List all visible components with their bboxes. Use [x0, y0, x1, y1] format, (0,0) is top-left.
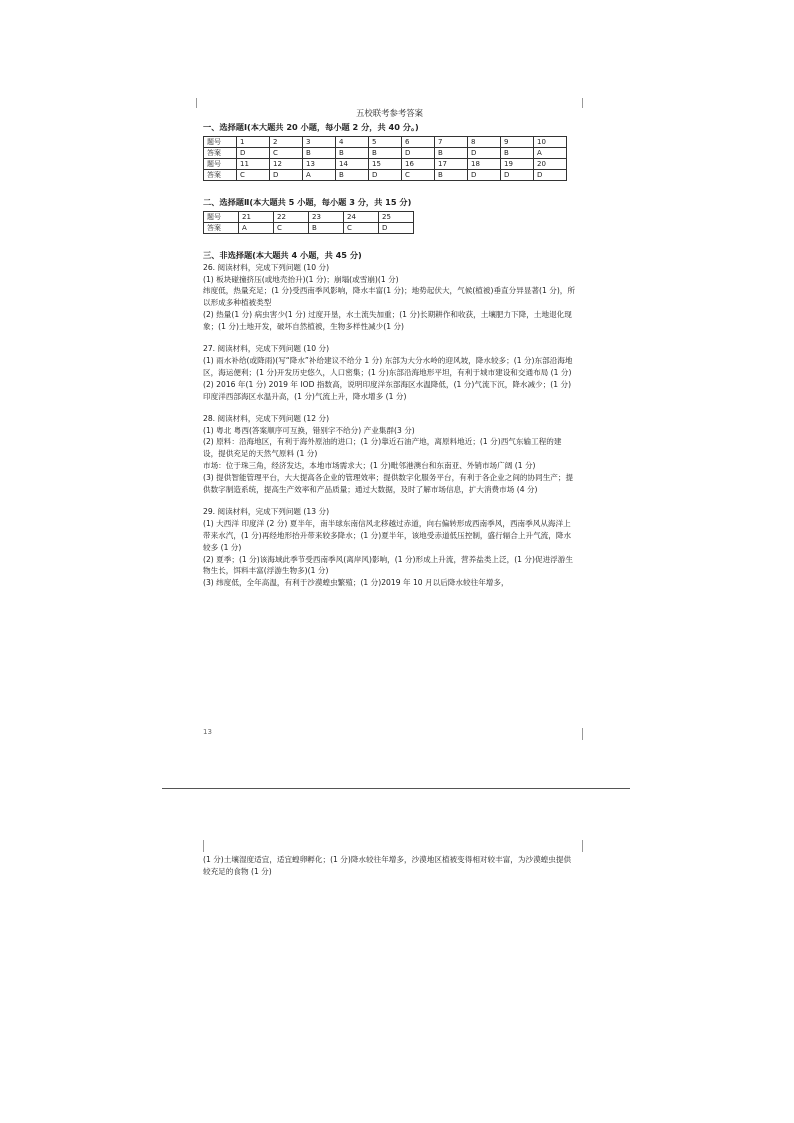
- table-cell: D: [270, 169, 303, 180]
- table-cell: 9: [501, 136, 534, 147]
- table-cell: D: [534, 169, 567, 180]
- page-divider: [162, 788, 630, 789]
- section2-answer-table: [203, 211, 414, 234]
- table-cell: C: [274, 222, 309, 233]
- section1-answer-table: [203, 136, 567, 181]
- q29-line: 29. 阅读材料，完成下列问题 (13 分): [203, 506, 330, 516]
- q26-line: (1) 板块碰撞挤压(或地壳抬升)(1 分)；崩塌(或雪崩)(1 分): [203, 274, 399, 284]
- table-cell: 7: [435, 136, 468, 147]
- table-cell: A: [534, 147, 567, 158]
- table-cell: 答案: [204, 222, 239, 233]
- table-cell: B: [435, 147, 468, 158]
- q29-continued-line: (1 分)土壤湿度适宜，适宜蝗卵孵化；(1 分)降水较往年增多，沙漠地区植被变得相对较丰富，为沙漠蝗虫提供较充足的食物 (1 分): [203, 855, 572, 876]
- table-cell: 20: [534, 158, 567, 169]
- table-cell: B: [336, 169, 369, 180]
- q28-line: 28. 阅读材料，完成下列问题 (12 分): [203, 413, 330, 423]
- table-cell: 10: [534, 136, 567, 147]
- table-cell: 25: [379, 211, 414, 222]
- table-cell: D: [501, 169, 534, 180]
- document-title: 五校联考参考答案: [356, 108, 423, 118]
- table-cell: 题号: [204, 211, 239, 222]
- table-cell: 11: [237, 158, 270, 169]
- table-cell: 答案: [204, 147, 237, 158]
- table-cell: C: [402, 169, 435, 180]
- table-cell: D: [468, 169, 501, 180]
- section1-heading: 一、选择题Ⅰ(本大题共 20 小题，每小题 2 分，共 40 分。): [203, 121, 419, 132]
- table-cell: B: [309, 222, 344, 233]
- table-cell: 1: [237, 136, 270, 147]
- table-row: [204, 158, 567, 169]
- table-cell: 3: [303, 136, 336, 147]
- table-cell: 16: [402, 158, 435, 169]
- answer-sheet-page-2: [203, 854, 576, 878]
- answer-sheet-page-1: [203, 108, 576, 589]
- table-cell: 4: [336, 136, 369, 147]
- crop-mark-top-right-2: [572, 840, 583, 852]
- crop-mark-top-right: [572, 98, 583, 108]
- section2-heading: 二、选择题Ⅱ(本大题共 5 小题，每小题 3 分，共 15 分): [203, 196, 412, 207]
- table-cell: D: [237, 147, 270, 158]
- table-cell: 21: [239, 211, 274, 222]
- table-row: [204, 169, 567, 180]
- table-cell: 23: [309, 211, 344, 222]
- table-cell: 17: [435, 158, 468, 169]
- q27-line: (2) 2016 年(1 分) 2019 年 IOD 指数高，说明印度洋东部海区水温降低，(1 分)气流下沉，降水减少；(1 分)印度洋西部海区水温升高，(1 分)气流上升，降水增多 (1 分): [203, 379, 572, 401]
- table-cell: 13: [303, 158, 336, 169]
- table-cell: 15: [369, 158, 402, 169]
- table-row: [204, 147, 567, 158]
- table-cell: 12: [270, 158, 303, 169]
- table-cell: A: [239, 222, 274, 233]
- table-row: [204, 136, 567, 147]
- table-cell: 24: [344, 211, 379, 222]
- table-cell: 18: [468, 158, 501, 169]
- table-cell: 6: [402, 136, 435, 147]
- table-cell: 题号: [204, 136, 237, 147]
- table-row: [204, 222, 414, 233]
- crop-mark-bottom-right: [572, 728, 583, 740]
- section3-heading: 三、非选择题(本大题共 4 小题，共 45 分): [203, 249, 362, 260]
- table-cell: B: [303, 147, 336, 158]
- table-cell: 19: [501, 158, 534, 169]
- q28-line: 市场：位于珠三角，经济发达，本地市场需求大；(1 分)毗邻港澳台和东南亚、外销市场广阔 (1 分): [203, 461, 536, 471]
- table-cell: 2: [270, 136, 303, 147]
- table-cell: C: [344, 222, 379, 233]
- table-cell: B: [369, 147, 402, 158]
- table-cell: D: [379, 222, 414, 233]
- table-cell: 答案: [204, 169, 237, 180]
- question-26: [203, 262, 576, 333]
- q27-line: 27. 阅读材料，完成下列问题 (10 分): [203, 344, 330, 354]
- q29-line: (2) 夏季；(1 分)该海域此季节受西南季风(离岸风)影响，(1 分)形成上升流，营养盐类上泛，(1 分)促进浮游生物生长，饵料丰富(浮游生物多)(1 分): [203, 554, 573, 576]
- table-cell: 8: [468, 136, 501, 147]
- table-cell: B: [435, 169, 468, 180]
- table-cell: B: [336, 147, 369, 158]
- table-cell: 14: [336, 158, 369, 169]
- q28-line: (3) 提供智能管理平台，大大提高各企业的管理效率；提供数字化服务平台，有利于各企业之间的协同生产；提供数字制造系统，提高生产效率和产品质量；通过大数据，及时了解市场信息，扩大消费市场 (4 分): [203, 473, 574, 495]
- q26-line: 纬度低，热量充足；(1 分)受西南季风影响，降水丰富(1 分)；地势起伏大，气候(植被)垂直分异显著(1 分)，所以形成多种植被类型: [203, 286, 575, 308]
- q29-line: (3) 纬度低，全年高温，有利于沙漠蝗虫繁殖；(1 分)2019 年 10 月以后降水较往年增多，: [203, 578, 509, 588]
- q29-line: (1) 大西洋 印度洋 (2 分) 夏半年，南半球东南信风北移越过赤道，向右偏转形成西南季风，西南季风从海洋上带来水汽，(1 分)再经地形抬升带来较多降水；(1 分)夏半年，该地受赤道低压控制，盛行辐合上升气流，降水较多 (1 分): [203, 518, 572, 552]
- question-28: [203, 413, 576, 496]
- table-cell: C: [237, 169, 270, 180]
- question-29: [203, 506, 576, 589]
- table-cell: B: [501, 147, 534, 158]
- table-cell: C: [270, 147, 303, 158]
- q27-line: (1) 雨水补给(或降雨)(写“降水”补给建议不给分 1 分) 东部为大分水岭的迎风坡，降水较多；(1 分)东部沿海地区，海运便利；(1 分)开发历史悠久，人口密集；(1 分)东部沿海地形平坦，有利于城市建设和交通布局 (1 分): [203, 355, 573, 377]
- table-cell: D: [402, 147, 435, 158]
- q26-line: 26. 阅读材料，完成下列问题 (10 分): [203, 262, 330, 272]
- page-number: 13: [203, 728, 212, 736]
- crop-mark-top-left-2: [203, 840, 214, 852]
- q28-line: (2) 原料：沿海地区，有利于海外原油的进口；(1 分)靠近石油产地，离原料地近；(1 分)西气东输工程的建设，提供充足的天然气原料 (1 分): [203, 437, 562, 459]
- table-cell: 22: [274, 211, 309, 222]
- q26-line: (2) 热量(1 分) 病虫害少(1 分) 过度开垦，水土流失加重；(1 分)长期耕作和收获，土壤肥力下降，土地退化现象；(1 分)土地开发，破坏自然植被，生物多样性减少(1 分): [203, 310, 572, 332]
- table-cell: D: [468, 147, 501, 158]
- table-cell: A: [303, 169, 336, 180]
- table-row: [204, 211, 414, 222]
- question-27: [203, 343, 576, 403]
- table-cell: D: [369, 169, 402, 180]
- q28-line: (1) 粤北 粤西(答案顺序可互换，错别字不给分) 产业集群(3 分): [203, 425, 415, 435]
- table-cell: 题号: [204, 158, 237, 169]
- table-cell: 5: [369, 136, 402, 147]
- crop-mark-top-left: [196, 98, 207, 108]
